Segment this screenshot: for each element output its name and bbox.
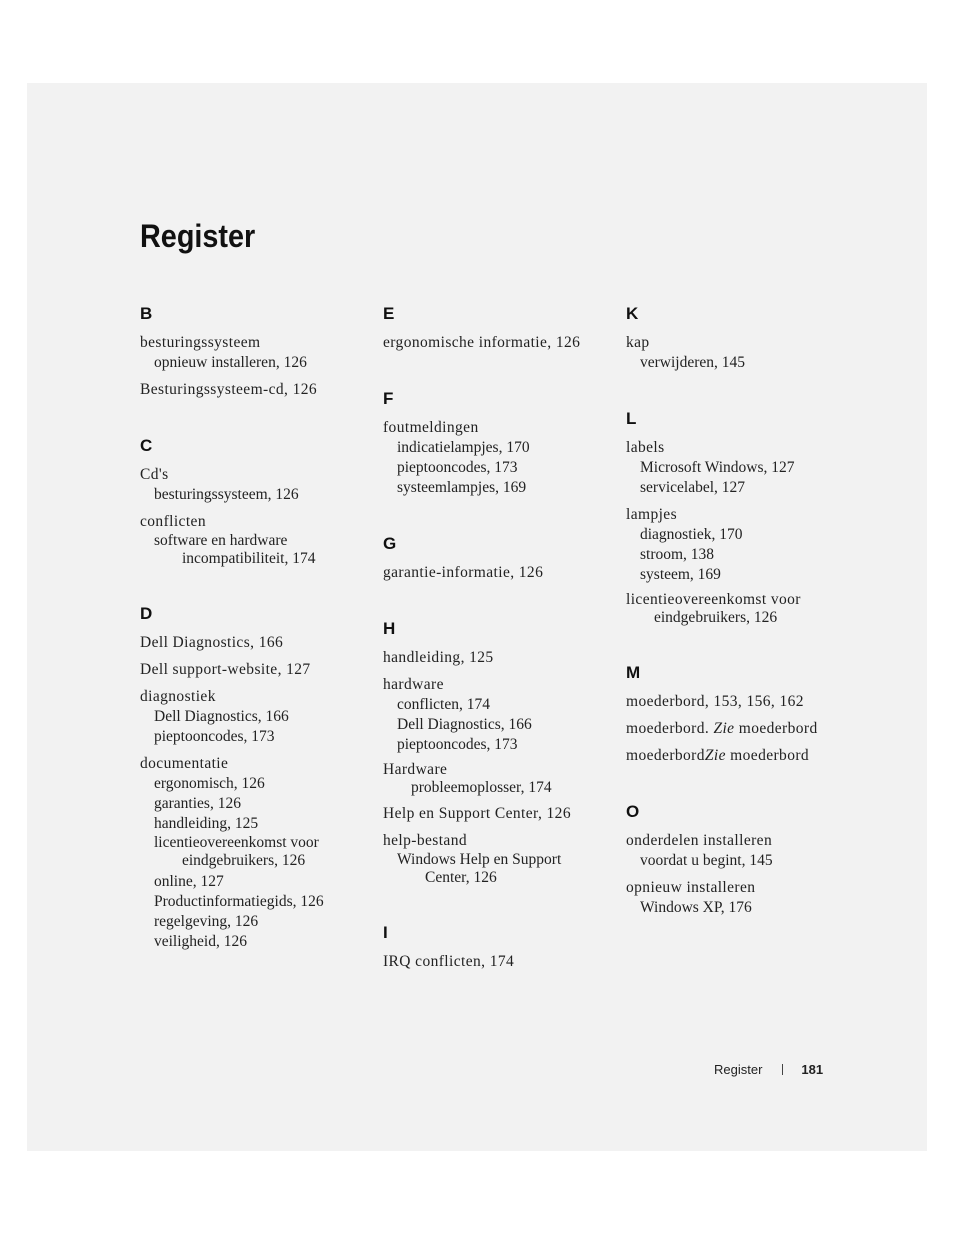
entry-term: ergonomische informatie, 126: [383, 334, 581, 351]
index-column-2: [383, 304, 598, 1008]
see-reference: Zie: [713, 720, 735, 737]
entry-subterm: systeem, 169: [640, 566, 721, 583]
entry-term: help-bestand: [383, 832, 467, 849]
entry-subterm: voordat u begint, 145: [640, 852, 773, 869]
section-letter: E: [383, 304, 395, 323]
entry-subterm: conflicten, 174: [397, 696, 490, 713]
entry-subterm: besturingssysteem, 126: [154, 486, 299, 503]
index-section-m: [626, 663, 851, 766]
index-section-l: [626, 409, 851, 627]
term-text: moederbord.: [626, 720, 714, 737]
term-text: moederbord: [626, 747, 705, 764]
subterm-line: licentieovereenkomst voor: [154, 834, 319, 851]
entry-subterm: indicatielampjes, 170: [397, 439, 530, 456]
index-section-o: [626, 802, 851, 918]
index-section-k: [626, 304, 851, 373]
index-entry: [383, 830, 598, 887]
entry-subterm: handleiding, 125: [154, 815, 259, 832]
index-entry: [383, 332, 598, 353]
entry-subterm: [140, 532, 355, 568]
section-letter: C: [140, 436, 153, 455]
entry-term: [626, 745, 851, 766]
entry-subterm: regelgeving, 126: [154, 913, 259, 930]
entry-term: opnieuw installeren: [626, 879, 756, 896]
subterm-continuation: eindgebruikers, 126: [182, 852, 306, 869]
index-section-g: [383, 534, 598, 583]
index-entry: [626, 877, 851, 918]
index-section-c: [140, 436, 355, 568]
index-entry: [383, 761, 598, 797]
subterm-line: software en hardware: [154, 532, 288, 549]
see-reference: Zie: [704, 747, 726, 764]
entry-term: kap: [626, 334, 650, 351]
entry-term: IRQ conflicten, 174: [383, 953, 515, 970]
entry-term: onderdelen installeren: [626, 832, 773, 849]
footer-separator: [782, 1064, 783, 1075]
entry-subterm: Dell Diagnostics, 166: [397, 716, 532, 733]
entry-subterm: Productinformatiegids, 126: [154, 893, 324, 910]
index-entry: [140, 686, 355, 747]
entry-subterm: pieptooncodes, 173: [154, 728, 275, 745]
entry-subterm: ergonomisch, 126: [154, 775, 265, 792]
entry-term: Dell support-website, 127: [140, 661, 311, 678]
section-letter: D: [140, 604, 153, 623]
index-entry: [626, 504, 851, 585]
index-entry: [140, 332, 355, 373]
subterm-continuation: Center, 126: [425, 869, 497, 886]
entry-subterm: systeemlampjes, 169: [397, 479, 527, 496]
section-letter: B: [140, 304, 153, 323]
entry-term: licentieovereenkomst voor: [626, 591, 801, 608]
index-section-e: [383, 304, 598, 353]
index-entry: [383, 562, 598, 583]
entry-term: labels: [626, 439, 665, 456]
index-entry: [383, 951, 598, 972]
entry-term: Cd's: [140, 466, 169, 483]
entry-term: foutmeldingen: [383, 419, 479, 436]
index-section-f: [383, 389, 598, 498]
section-letter: G: [383, 534, 397, 553]
subterm-continuation: incompatibiliteit, 174: [182, 550, 316, 567]
index-entry: [626, 830, 851, 871]
index-entry: [140, 753, 355, 952]
index-entry: [383, 647, 598, 668]
entry-subterm: Microsoft Windows, 127: [640, 459, 795, 476]
entry-term: conflicten: [140, 513, 206, 530]
index-entry: [626, 437, 851, 498]
reference-target: moederbord: [725, 747, 810, 764]
page-footer: [714, 1062, 823, 1078]
page-title: Register: [140, 218, 256, 254]
entry-term: besturingssysteem: [140, 334, 261, 351]
index-section-b: [140, 304, 355, 400]
entry-subterm: stroom, 138: [640, 546, 715, 563]
section-letter: L: [626, 409, 637, 428]
entry-subterm: pieptooncodes, 173: [397, 459, 518, 476]
index-entry: [626, 591, 851, 627]
entry-subterm: veiligheid, 126: [154, 933, 247, 950]
index-entry: [626, 718, 851, 739]
index-entry: [383, 674, 598, 755]
entry-term: [626, 718, 851, 739]
section-letter: I: [383, 923, 388, 942]
index-entry: [626, 691, 851, 712]
index-column-3: [626, 304, 851, 954]
index-entry: [140, 464, 355, 505]
reference-target: moederbord: [734, 720, 818, 737]
index-section-d: [140, 604, 355, 952]
entry-term: Dell Diagnostics, 166: [140, 634, 284, 651]
entry-subterm: garanties, 126: [154, 795, 241, 812]
entry-term: diagnostiek: [140, 688, 216, 705]
section-letter: F: [383, 389, 394, 408]
entry-term: garantie-informatie, 126: [383, 564, 544, 581]
entry-subterm: Dell Diagnostics, 166: [154, 708, 289, 725]
entry-continuation: eindgebruikers, 126: [654, 609, 778, 626]
entry-term: lampjes: [626, 506, 678, 523]
entry-subterm: pieptooncodes, 173: [397, 736, 518, 753]
index-entry: [626, 332, 851, 373]
index-entry: [140, 379, 355, 400]
index-entry: [383, 417, 598, 498]
entry-term: Besturingssysteem-cd, 126: [140, 381, 318, 398]
section-letter: O: [626, 802, 640, 821]
index-entry: [140, 511, 355, 568]
footer-label: Register: [714, 1062, 763, 1077]
entry-continuation: probleemoplosser, 174: [411, 779, 552, 796]
section-letter: K: [626, 304, 639, 323]
page-number: 181: [801, 1062, 824, 1077]
entry-term: moederbord, 153, 156, 162: [626, 693, 804, 710]
index-section-h: [383, 619, 598, 887]
entry-subterm: opnieuw installeren, 126: [154, 354, 307, 371]
index-entry: [140, 632, 355, 653]
index-section-i: [383, 923, 598, 972]
entry-subterm: Windows XP, 176: [640, 899, 752, 916]
index-entry: [140, 659, 355, 680]
section-letter: H: [383, 619, 396, 638]
entry-term: Hardware: [383, 761, 448, 778]
subterm-line: Windows Help en Support: [397, 851, 562, 868]
entry-term: Help en Support Center, 126: [383, 805, 571, 822]
entry-subterm: verwijderen, 145: [640, 354, 746, 371]
entry-subterm: online, 127: [154, 873, 224, 890]
entry-term: documentatie: [140, 755, 229, 772]
entry-subterm: [383, 851, 598, 887]
entry-term: hardware: [383, 676, 444, 693]
section-letter: M: [626, 663, 641, 682]
entry-term: handleiding, 125: [383, 649, 494, 666]
entry-subterm: [140, 834, 355, 870]
index-column-1: [140, 304, 355, 988]
index-entry: [383, 803, 598, 824]
entry-subterm: servicelabel, 127: [640, 479, 746, 496]
index-entry: [626, 745, 851, 766]
entry-subterm: diagnostiek, 170: [640, 526, 743, 543]
